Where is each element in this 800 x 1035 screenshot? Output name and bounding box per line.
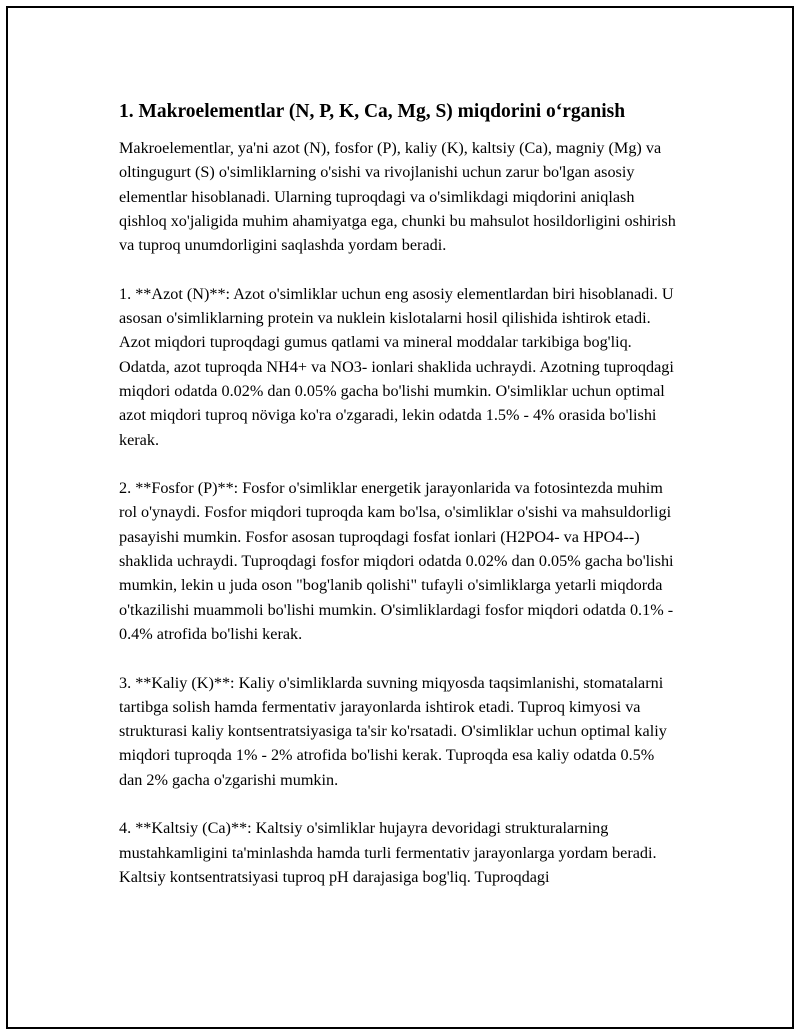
- section-heading: 1. Makroelementlar (N, P, K, Ca, Mg, S) miqdorini o‘rganish: [119, 101, 626, 122]
- document-page: [6, 6, 794, 1029]
- intro-paragraph: Makroelementlar, ya'ni azot (N), fosfor (P), kaliy (K), kaltsiy (Ca), magniy (Mg) va oltingugurt (S) o'simliklarning o'sishi va rivojlanishi uchun zarur bo'lgan asosiy elementlar hisoblanadi. Ularning tuproqdagi va o'simlikdagi miqdorini aniqlash qishloq xo'jaligida muhim ahamiyatga ega, chunki bu mahsulot hosildorligini oshirish va tuproq unumdorligini saqlashda yordam beradi.: [119, 139, 676, 255]
- paragraph-kaliy: 3. **Kaliy (K)**: Kaliy o'simliklarda suvning miqyosda taqsimlanishi, stomatalarni tartibga solish hamda fermentativ jarayonlarda ishtirok etadi. Tuproq kimyosi va strukturasi kaliy kontsentratsiyasiga ta'sir ko'rsatadi. O'simliklar uchun optimal kaliy miqdori tuproqda 1% - 2% atrofida bo'lishi kerak. Tuproqda esa kaliy odatda 0.5% dan 2% gacha o'zgarishi mumkin.: [119, 673, 667, 789]
- paragraph-azot: 1. **Azot (N)**: Azot o'simliklar uchun eng asosiy elementlardan biri hisoblanadi. U asosan o'simliklarning protein va nuklein kislotalarni hosil qilishida ishtirok etadi. Azot miqdori tuproqdagi gumus qatlami va mineral moddalar tarkibiga bog'liq. Odatda, azot tuproqda NH4+ va NO3- ionlari shaklida uchraydi. Azotning tuproqdagi miqdori odatda 0.02% dan 0.05% gacha bo'lishi mumkin. O'simliklar uchun optimal azot miqdori tuproq növiga ko'ra o'zgaradi, lekin odatda 1.5% - 4% orasida bo'lishi kerak.: [119, 284, 674, 449]
- paragraph-kaltsiy: 4. **Kaltsiy (Ca)**: Kaltsiy o'simliklar hujayra devoridagi strukturalarning mustahkamligini ta'minlashda hamda turli fermentativ jarayonlarga yordam beradi. Kaltsiy kontsentratsiyasi tuproq pH darajasiga bog'liq. Tuproqdagi: [119, 819, 657, 886]
- document-body: [119, 100, 679, 914]
- paragraph-fosfor: 2. **Fosfor (P)**: Fosfor o'simliklar energetik jarayonlarida va fotosintezda muhim rol o'ynaydi. Fosfor miqdori tuproqda kam bo'lsa, o'simliklar o'sishi va mahsuldorligi pasayishi mumkin. Fosfor asosan tuproqdagi fosfat ionlari (H2PO4- va HPO4--) shaklida uchraydi. Tuproqdagi fosfor miqdori odatda 0.02% dan 0.05% gacha bo'lishi mumkin, lekin u juda oson "bog'lanib qolishi" tufayli o'simliklarga yetarli miqdorda o'tkazilishi muammoli bo'lishi mumkin. O'simliklardagi fosfor miqdori odatda 0.1% - 0.4% atrofida bo'lishi kerak.: [119, 479, 674, 643]
